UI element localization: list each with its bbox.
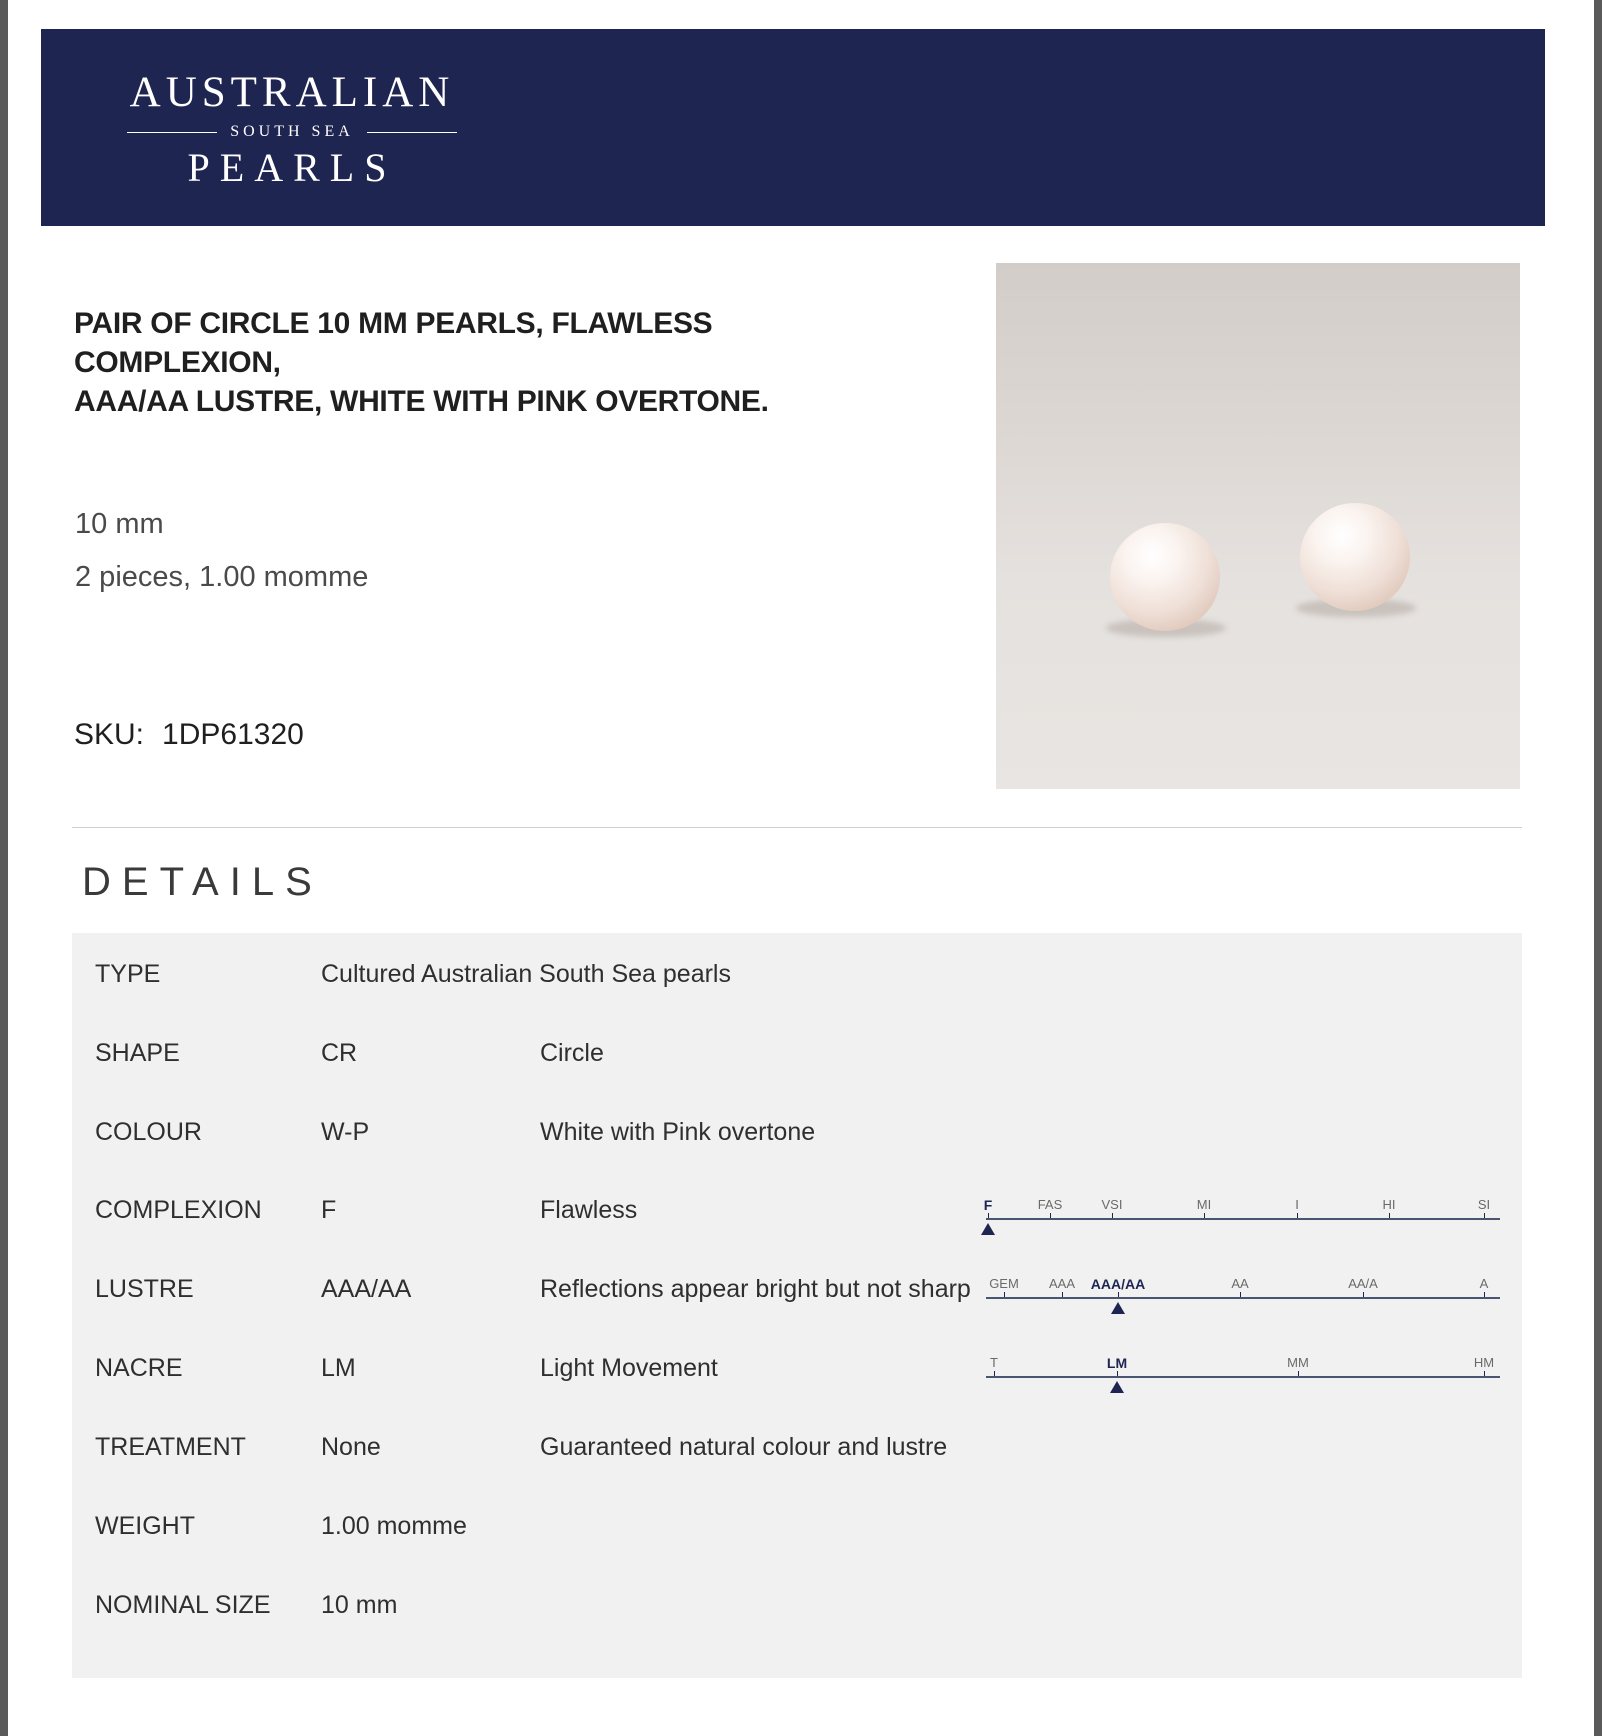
row-value-nominal-size: 10 mm [321,1591,398,1619]
product-size: 10 mm [75,508,164,540]
logo-rule-left [127,132,217,133]
complexion-scale-label: HI [1382,1197,1396,1212]
logo-line-australian: AUSTRALIAN [129,69,455,116]
details-heading: DETAILS [82,860,323,904]
logo-rule-right [367,132,457,133]
nacre-scale-label: HM [1473,1355,1495,1370]
nacre-scale-tick [994,1371,995,1376]
row-label-colour: COLOUR [95,1118,202,1146]
scale-line [986,1218,1500,1220]
sku-label: SKU: [74,718,145,751]
pearl-right [1300,503,1410,611]
lustre-scale-label: GEM [989,1276,1019,1291]
nacre-scale-marker-icon [1110,1381,1124,1393]
row-value-weight: 1.00 momme [321,1512,467,1540]
complexion-scale-tick [1297,1213,1298,1218]
window-frame-left [0,0,8,1736]
row-code-treatment: None [321,1433,381,1461]
row-desc-complexion: Flawless [540,1196,638,1224]
complexion-scale-tick [1389,1213,1390,1218]
row-label-weight: WEIGHT [95,1512,195,1540]
nacre-scale-tick [1117,1371,1118,1376]
logo-line-pearls: PEARLS [187,145,397,190]
row-label-nominal-size: NOMINAL SIZE [95,1591,271,1619]
row-label-complexion: COMPLEXION [95,1196,262,1224]
row-label-lustre: LUSTRE [95,1275,194,1303]
brand-logo [127,71,457,188]
brand-header [41,29,1545,226]
product-photo [996,263,1520,789]
lustre-scale-tick [1363,1292,1364,1297]
nacre-scale-label: MM [1287,1355,1309,1370]
row-code-nacre: LM [321,1354,356,1382]
nacre-scale-tick [1298,1371,1299,1376]
row-code-shape: CR [321,1039,358,1067]
lustre-scale-marker-icon [1111,1302,1125,1314]
complexion-scale-label: FAS [1037,1197,1063,1212]
row-code-complexion: F [321,1196,337,1224]
complexion-scale-tick [988,1213,989,1218]
nacre-scale-tick [1484,1371,1485,1376]
complexion-scale-tick [1050,1213,1051,1218]
lustre-scale-tick [1118,1292,1119,1297]
complexion-scale-tick [1112,1213,1113,1218]
complexion-scale-marker-icon [981,1223,995,1235]
nacre-scale-label: LM [1106,1355,1128,1371]
logo-line-south-sea [127,122,457,142]
lustre-scale [982,1276,1504,1324]
complexion-scale-label: VSI [1101,1197,1123,1212]
lustre-scale-label: AA/A [1348,1276,1378,1291]
complexion-scale-label: SI [1477,1197,1491,1212]
nacre-scale [982,1355,1504,1403]
product-title-line1: PAIR OF CIRCLE 10 MM PEARLS, FLAWLESS COMPLEXION, [74,307,713,379]
lustre-scale-label: A [1479,1276,1489,1291]
row-code-colour: W-P [321,1118,370,1146]
complexion-scale [982,1197,1504,1245]
scale-line [986,1376,1500,1378]
row-label-treatment: TREATMENT [95,1433,246,1461]
scale-line [986,1297,1500,1299]
sku-value: 1DP61320 [162,718,304,751]
row-desc-treatment: Guaranteed natural colour and lustre [540,1433,948,1461]
pearl-left [1110,523,1220,631]
row-label-type: TYPE [95,960,161,988]
window-frame-right [1594,0,1602,1736]
lustre-scale-tick [1062,1292,1063,1297]
details-table [72,933,1522,1678]
row-code-lustre: AAA/AA [321,1275,412,1303]
section-divider [72,827,1522,828]
row-label-shape: SHAPE [95,1039,180,1067]
complexion-scale-label: MI [1196,1197,1212,1212]
row-value-type: Cultured Australian South Sea pearls [321,960,731,988]
nacre-scale-label: T [990,1355,998,1370]
complexion-scale-tick [1204,1213,1205,1218]
lustre-scale-label: AA [1231,1276,1249,1291]
lustre-scale-tick [1240,1292,1241,1297]
row-desc-nacre: Light Movement [540,1354,718,1382]
logo-south-sea-text: SOUTH SEA [230,123,354,140]
product-sku [74,718,304,752]
product-title-line2: AAA/AA LUSTRE, WHITE WITH PINK OVERTONE. [74,385,769,418]
product-title [74,304,894,421]
complexion-scale-label: F [983,1197,993,1213]
complexion-scale-tick [1484,1213,1485,1218]
row-desc-shape: Circle [540,1039,604,1067]
lustre-scale-label: AAA/AA [1090,1276,1146,1292]
lustre-scale-tick [1004,1292,1005,1297]
complexion-scale-label: I [1295,1197,1299,1212]
lustre-scale-tick [1484,1292,1485,1297]
product-pieces: 2 pieces, 1.00 momme [75,561,369,593]
row-desc-lustre: Reflections appear bright but not sharp [540,1275,971,1303]
row-desc-colour: White with Pink overtone [540,1118,816,1146]
row-label-nacre: NACRE [95,1354,183,1382]
lustre-scale-label: AAA [1048,1276,1076,1291]
